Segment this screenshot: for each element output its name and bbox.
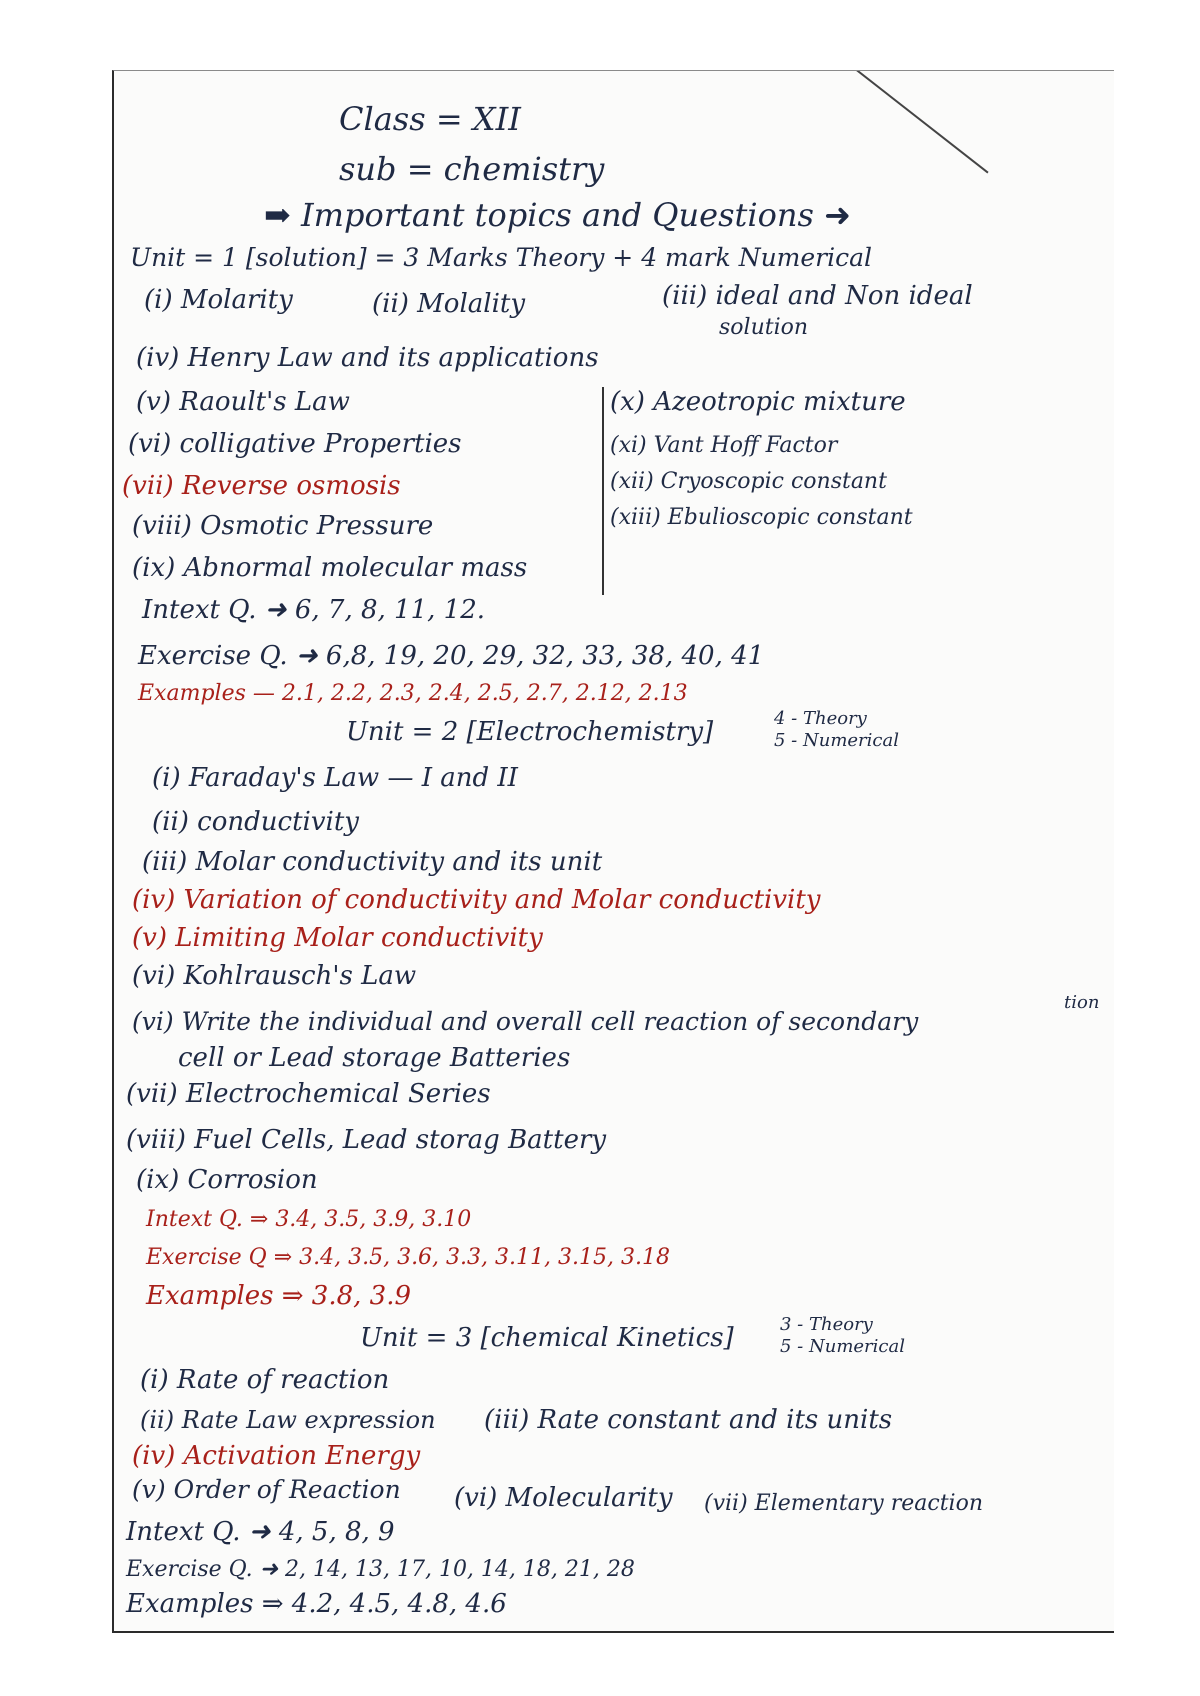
unit1-topic: (v) Raoult's Law [136, 387, 350, 417]
title-line [264, 197, 851, 233]
unit1-topic: (x) Azeotropic mixture [610, 387, 906, 417]
unit1-topic: (viii) Osmotic Pressure [132, 511, 434, 541]
unit3-topic: (v) Order of Reaction [132, 1475, 401, 1504]
unit2-topic: (vi) Kohlrausch's Law [132, 961, 417, 991]
unit1-topic: (xiii) Ebulioscopic constant [610, 505, 913, 530]
unit1-topic: (ii) Molality [372, 289, 526, 319]
page-title: Important topics and Questions [300, 196, 814, 234]
unit3-intext: Intext Q. ➜ 4, 5, 8, 9 [126, 1517, 395, 1547]
unit3-topic: (vii) Elementary reaction [704, 1491, 983, 1516]
unit1-topic: (ix) Abnormal molecular mass [132, 553, 528, 583]
unit1-intext: Intext Q. ➜ 6, 7, 8, 11, 12. [142, 595, 486, 625]
unit1-topic: (iii) ideal and Non ideal [662, 281, 973, 311]
unit2-topic: (ix) Corrosion [136, 1165, 318, 1195]
unit1-exercise: Exercise Q. ➜ 6,8, 19, 20, 29, 32, 33, 38, 40, 41 [138, 641, 765, 671]
unit1-topic: (xii) Cryoscopic constant [610, 469, 887, 494]
unit1-topic-cont: solution [719, 315, 809, 340]
column-divider [602, 387, 604, 595]
unit3-marks: 5 - Numerical [780, 1336, 905, 1357]
unit1-heading: Unit = 1 [solution] = 3 Marks Theory + 4 mark Numerical [130, 243, 873, 272]
unit1-topic: (xi) Vant Hoff Factor [610, 433, 838, 458]
unit2-topic: (vi) Write the individual and overall cell reaction of secondary [132, 1007, 919, 1036]
unit3-examples: Examples ⇒ 4.2, 4.5, 4.8, 4.6 [126, 1589, 507, 1619]
unit3-topic-highlight: (iv) Activation Energy [132, 1441, 421, 1471]
handwritten-notes-page [112, 70, 1114, 1633]
unit3-topic: (i) Rate of reaction [140, 1365, 390, 1395]
unit1-topic: (i) Molarity [144, 285, 293, 315]
unit3-exercise: Exercise Q. ➜ 2, 14, 13, 17, 10, 14, 18, 21, 28 [126, 1557, 635, 1582]
unit2-topic: (viii) Fuel Cells, Lead storag Battery [126, 1125, 607, 1155]
unit2-topic: (vii) Electrochemical Series [126, 1079, 491, 1109]
unit3-topic: (iii) Rate constant and its units [484, 1405, 893, 1435]
unit2-marks: 4 - Theory [774, 708, 867, 729]
unit3-heading: Unit = 3 [chemical Kinetics] [360, 1323, 734, 1353]
unit3-marks: 3 - Theory [780, 1314, 873, 1335]
unit1-topic: (iv) Henry Law and its applications [136, 343, 599, 373]
unit2-topic-highlight: (iv) Variation of conductivity and Molar conductivity [132, 885, 821, 915]
unit2-topic-overflow: tion [1064, 992, 1100, 1013]
unit2-intext: Intext Q. ⇒ 3.4, 3.5, 3.9, 3.10 [146, 1207, 472, 1232]
unit1-examples: Examples — 2.1, 2.2, 2.3, 2.4, 2.5, 2.7, 2.12, 2.13 [138, 681, 688, 706]
unit2-marks: 5 - Numerical [774, 730, 899, 751]
unit1-topic-highlight: (vii) Reverse osmosis [122, 471, 401, 501]
unit2-topic: (iii) Molar conductivity and its unit [142, 847, 603, 877]
class-line: Class = XII [339, 100, 521, 138]
arrow-right-icon: ➡ [264, 196, 291, 234]
unit2-exercise: Exercise Q ⇒ 3.4, 3.5, 3.6, 3.3, 3.11, 3.15, 3.18 [146, 1245, 670, 1270]
unit1-topic: (vi) colligative Properties [128, 429, 462, 459]
unit2-topic-cont: cell or Lead storage Batteries [178, 1043, 571, 1073]
unit3-topic: (ii) Rate Law expression [140, 1406, 436, 1434]
unit2-heading: Unit = 2 [Electrochemistry] [346, 717, 714, 747]
corner-fold-line [853, 70, 988, 173]
subject-line: sub = chemistry [339, 150, 605, 188]
unit2-topic: (ii) conductivity [152, 807, 359, 837]
unit2-examples: Examples ⇒ 3.8, 3.9 [146, 1281, 412, 1311]
arrow-right-icon: ➜ [824, 196, 851, 234]
unit3-topic: (vi) Molecularity [454, 1483, 673, 1513]
unit2-topic: (i) Faraday's Law — I and II [152, 763, 518, 793]
unit2-topic-highlight: (v) Limiting Molar conductivity [132, 923, 543, 953]
